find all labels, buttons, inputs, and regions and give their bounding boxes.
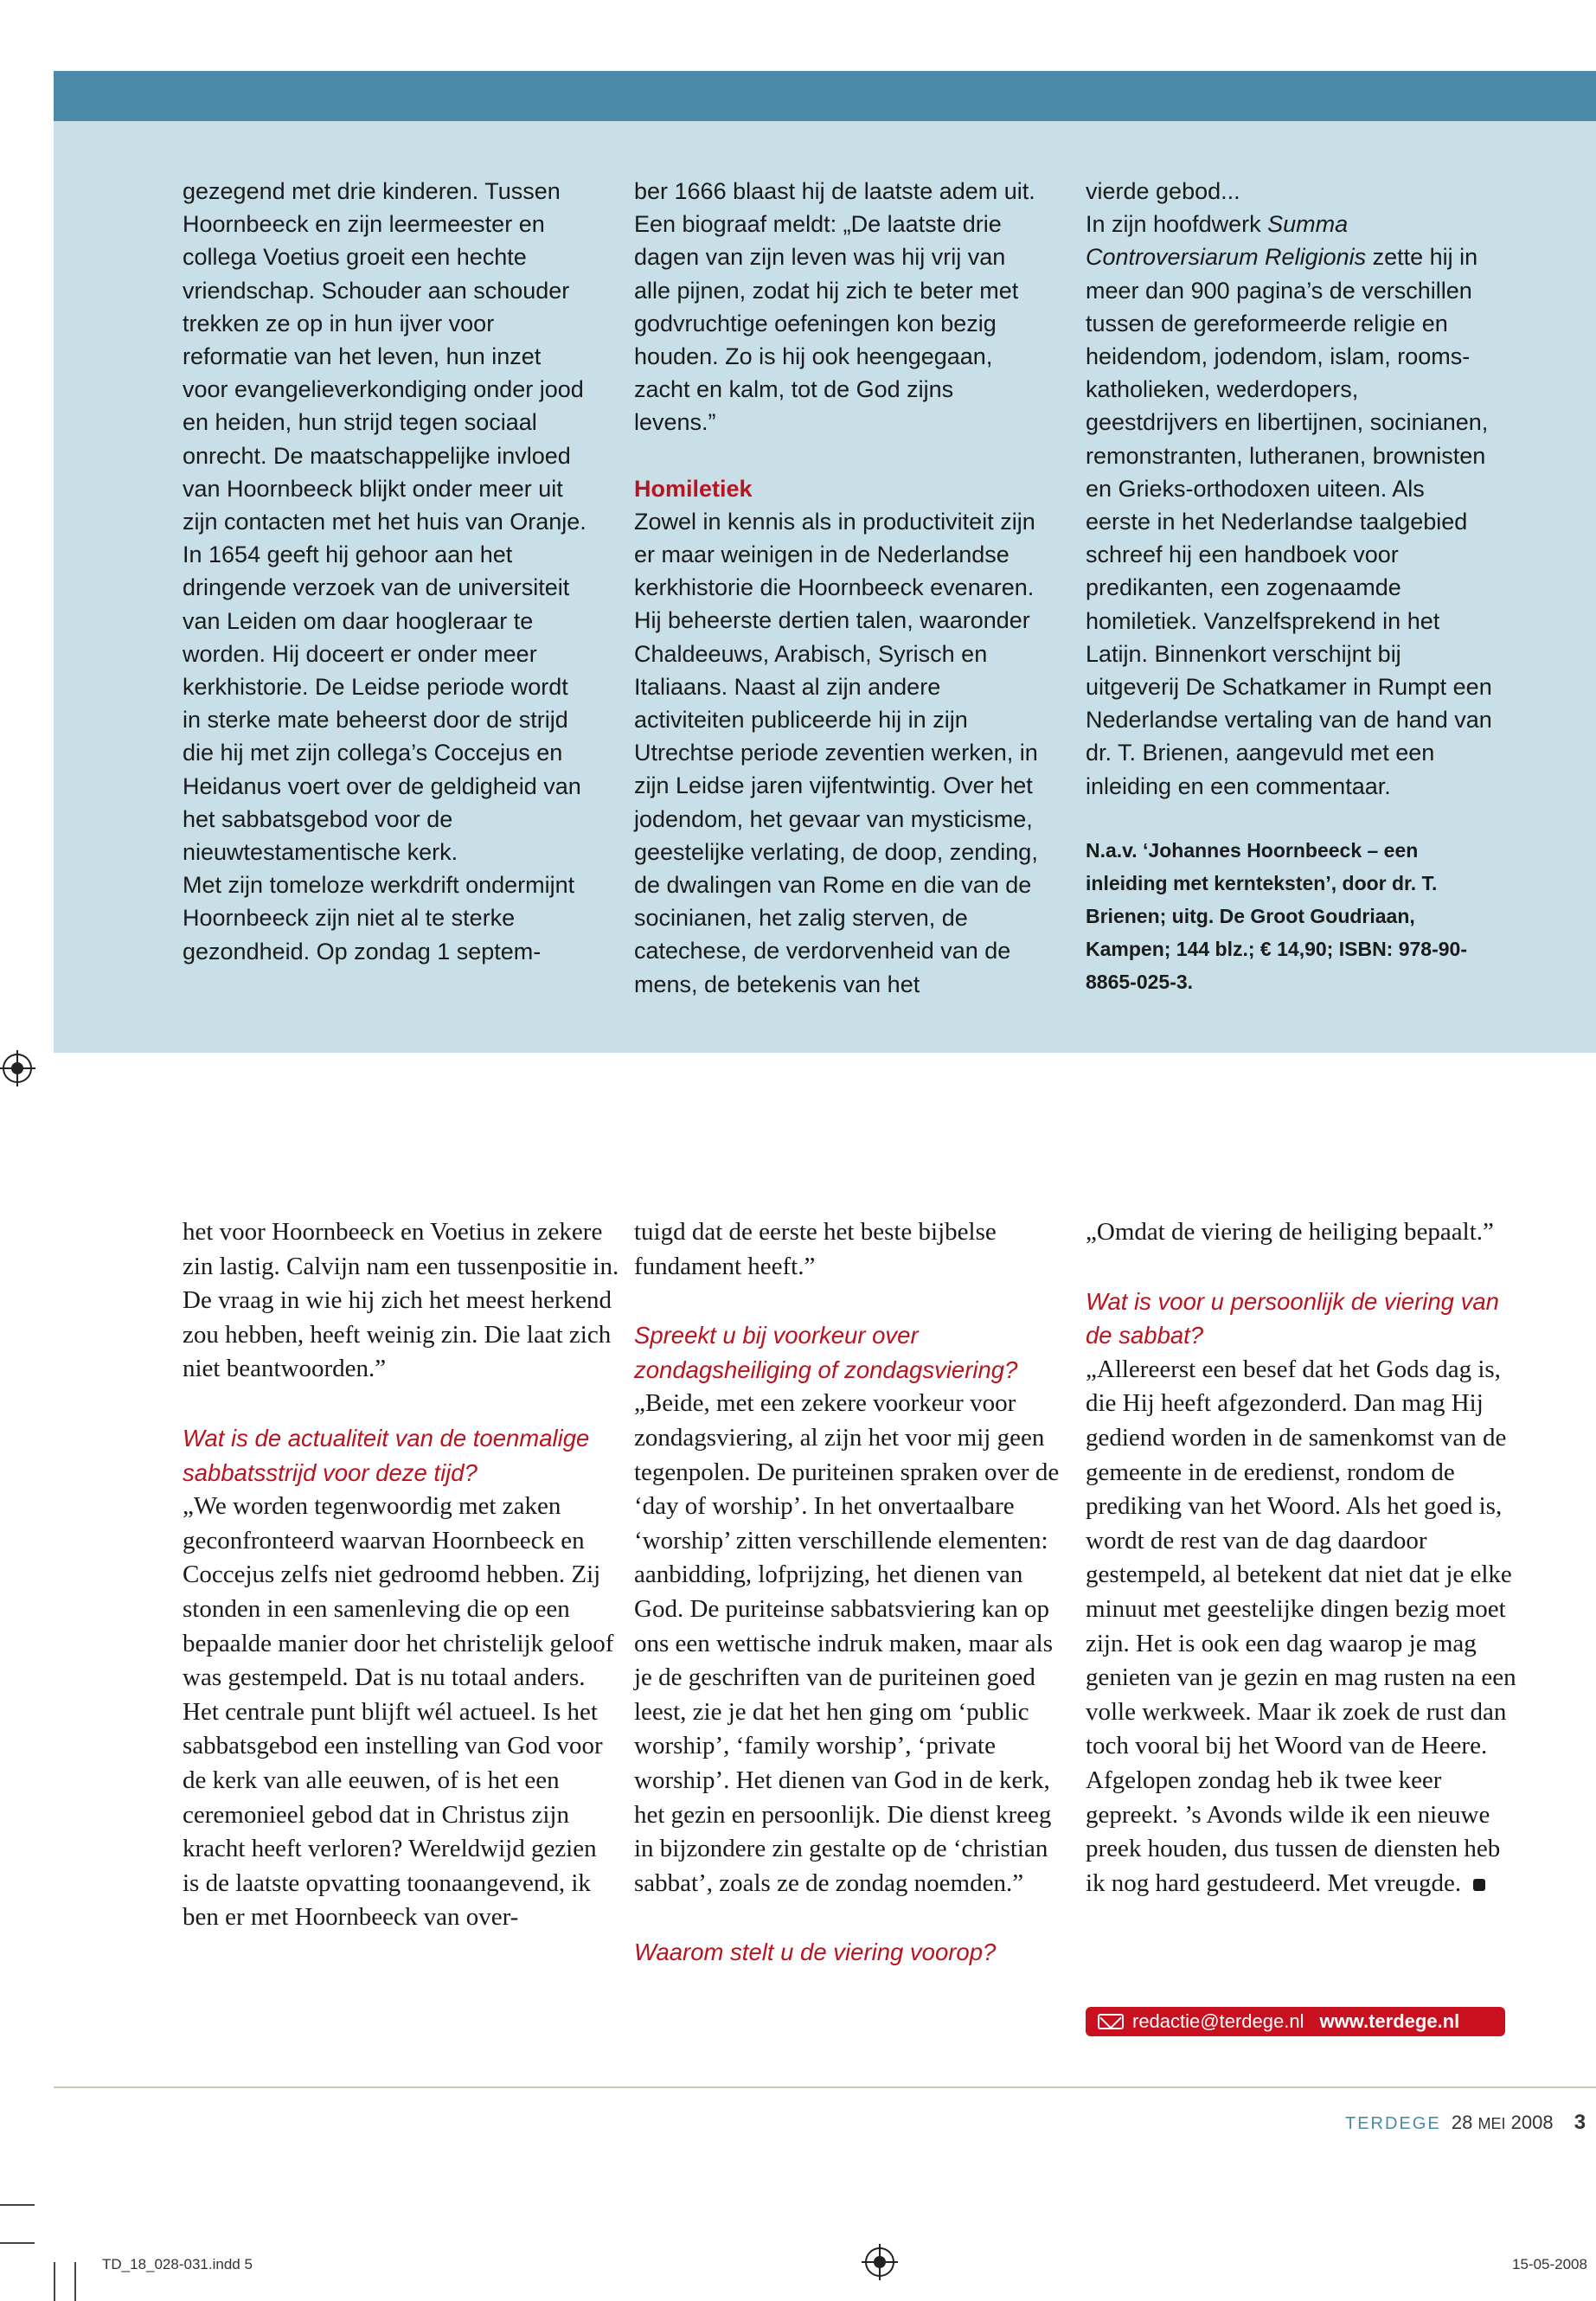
crop-mark bbox=[0, 2242, 35, 2244]
crop-mark bbox=[0, 2204, 35, 2206]
issue-month: MEI bbox=[1477, 2115, 1506, 2132]
footer-rule bbox=[54, 2086, 1596, 2088]
interview-question: Wat is de actualiteit van de toenmalige sabbatsstrijd voor deze tijd? bbox=[183, 1424, 590, 1486]
body-column-1 bbox=[183, 1215, 619, 1935]
contact-email-link[interactable]: redactie@terdege.nl bbox=[1132, 2010, 1304, 2032]
interview-question: Wat is voor u persoonlijk de viering van de sabbat? bbox=[1086, 1287, 1499, 1349]
body-paragraph: „Allereerst een besef dat het Gods dag is, die Hij heeft afgezonderd. Dan mag Hij gediend worden in de samenkomst van de gemeente in de eredienst, rondom de prediking van het Woord. Als het goed is, wordt de rest van de dag daardoor gestempeld, al betekent dat niet dat je elke minuut met geestelijke dingen bezig moet zijn. Het is ook een dag waarop je mag genieten van je gezin en mag rusten na een volle werkweek. Maar ik zoek de rust dan toch vooral bij het Woord van de Heere. Afgelopen zondag heb ik twee keer gepreekt. ’s Avonds wilde ik een nieuwe preek houden, dus tussen de diensten heb ik nog hard gestudeerd. Met vreugde. bbox=[1086, 1355, 1516, 1897]
sidebar-column-2 bbox=[634, 175, 1041, 1001]
registration-mark-icon bbox=[865, 2247, 894, 2277]
issue-year: 2008 bbox=[1510, 2112, 1554, 2133]
sidebar-paragraph: Zowel in kennis als in productiviteit zijn er maar weinigen in de Nederlandse kerkhistorie die Hoornbeeck evenaren. Hij beheerste dertien talen, waaronder Chaldeeuws, Arabisch, Syrisch en Italiaans. Naast al zijn andere activiteiten publiceerde hij in zijn Utrechtse periode zeventien werken, in zijn Leidse jaren vijfentwintig. Over het jodendom, het gevaar van mysticisme, geestelijke verlating, de doop, zending, de dwalingen van Rome en die van de socinianen, het zalig sterven, de catechese, de verdorvenheid van de mens, de betekenis van het bbox=[634, 508, 1038, 997]
interview-question: Waarom stelt u de viering voorop? bbox=[634, 1939, 997, 1966]
book-title: Summa Controversiarum Religionis bbox=[1086, 211, 1367, 271]
body-paragraph: „Beide, met een zekere voorkeur voor zondagsviering, al zijn het voor mij geen tegenpolen. De puriteinen spraken over de ‘day of worship’. In het onvertaalbare ‘worship’ zitten verschillende elementen: aanbidding, lofprijzing, het dienen van God. De puriteinse sabbatsviering kan op ons een wettische indruk maken, maar als je de geschriften van de puriteinen goed leest, zie je dat het hen ging om ‘public worship’, ‘family worship’, ‘private worship’. Het dienen van God in de kerk, het gezin en persoonlijk. Die dienst kreeg in bijzondere zin gestalte op de ‘christian sabbat’, zoals ze de zondag noemden.” bbox=[634, 1389, 1060, 1897]
sidebar-paragraph: gezegend met drie kinderen. Tussen Hoornbeeck en zijn leermeester en collega Voetius groeit een hechte vriendschap. Schouder aan schouder trekken ze op in hun ijver voor reformatie van het leven, hun inzet voor evangelieverkondiging onder jood en heiden, hun strijd tegen sociaal onrecht. De maatschappelijke invloed van Hoornbeeck blijkt onder meer uit zijn contacten met het huis van Oranje. bbox=[183, 178, 586, 535]
sidebar-paragraph: vierde gebod... bbox=[1086, 178, 1240, 204]
slug-filename: TD_18_028-031.indd 5 bbox=[102, 2256, 253, 2272]
registration-mark-icon bbox=[3, 1054, 32, 1083]
page-number: 3 bbox=[1574, 2111, 1586, 2134]
sidebar-paragraph: ber 1666 blaast hij de laatste adem uit. Een biograaf meldt: „De laatste drie dagen van zijn leven was hij vrij van alle pijnen, zodat hij zich te beter met godvruchtige oefeningen kon bezig houden. Zo is hij ook heengegaan, zacht en kalm, tot de God zijns levens.” bbox=[634, 178, 1035, 436]
sidebar-column-1 bbox=[183, 175, 589, 968]
body-paragraph: tuigd dat de eerste het beste bijbelse fundament heeft.” bbox=[634, 1218, 997, 1280]
sidebar-paragraph: In zijn hoofdwerk Summa Controversiarum Religionis zette hij in meer dan 900 pagina’s de verschillen tussen de gereformeerde religie en heidendom, jodendom, islam, rooms-katholieken, wederdopers, geestdrijvers en libertijnen, socinianen, remonstranten, lutheranen, brownisten en Grieks-orthodoxen uiteen. Als eerste in het Nederlandse taalgebied schreef hij een handboek voor predikanten, een zogenaamde homiletiek. Vanzelfsprekend in het Latijn. Binnenkort verschijnt bij uitgeverij De Schatkamer in Rumpt een Nederlandse vertaling van de hand van dr. T. Brienen, aangevuld met een inleiding en een commentaar. bbox=[1086, 211, 1492, 799]
body-paragraph: „We worden tegenwoordig met zaken geconfronteerd waarvan Hoornbeeck en Coccejus zelfs niet gedroomd hebben. Zij stonden in een samenleving die op een bepaalde manier door het christelijk geloof was gestempeld. Dat is nu totaal anders. Het centrale punt blijft wél actueel. Is het sabbatsgebod een instelling van God voor de kerk van alle eeuwen, of is het een ceremonieel gebod dat in Christus zijn kracht heeft verloren? Wereldwijd gezien is de laatste opvatting toonaangevend, ik ben er met Hoornbeeck van over- bbox=[183, 1492, 614, 1932]
end-mark-icon bbox=[1473, 1879, 1485, 1891]
website-link[interactable]: www.terdege.nl bbox=[1319, 2010, 1460, 2032]
interview-question: Spreekt u bij voorkeur over zondagsheiliging of zondagsviering? bbox=[634, 1322, 1018, 1383]
body-paragraph: „Omdat de viering de heiliging bepaalt.” bbox=[1086, 1218, 1494, 1246]
sidebar-paragraph: Met zijn tomeloze werkdrift ondermijnt Hoornbeeck zijn niet al te sterke gezondheid. Op zondag 1 septem- bbox=[183, 872, 575, 965]
magazine-name: TERDEGE bbox=[1345, 2114, 1441, 2133]
crop-mark bbox=[54, 2262, 55, 2301]
issue-day: 28 bbox=[1451, 2112, 1473, 2133]
body-column-3 bbox=[1086, 1215, 1522, 1900]
page-folio bbox=[1345, 2111, 1586, 2135]
envelope-icon bbox=[1098, 2014, 1124, 2029]
contact-strip bbox=[1086, 2007, 1505, 2036]
sidebar-paragraph: In 1654 geeft hij gehoor aan het dringende verzoek van de universiteit van Leiden om daar hoogleraar te worden. Hij doceert er onder meer kerkhistorie. De Leidse periode wordt in sterke mate beheerst door de strijd die hij met zijn collega’s Coccejus en Heidanus voert over de geldigheid van het sabbatsgebod voor de nieuwtestamentische kerk. bbox=[183, 542, 581, 866]
sidebar-subheading: Homiletiek bbox=[634, 475, 753, 502]
sidebar-column-3 bbox=[1086, 175, 1492, 998]
book-credits: N.a.v. ‘Johannes Hoornbeeck – een inleiding met kernteksten’, door dr. T. Brienen; uitg. De Groot Goudriaan, Kampen; 144 blz.; € 14,90; ISBN: 978-90-8865-025-3. bbox=[1086, 838, 1467, 993]
crop-mark bbox=[74, 2262, 76, 2301]
slug-date: 15-05-2008 bbox=[1512, 2256, 1587, 2272]
body-column-2 bbox=[634, 1215, 1071, 1970]
body-paragraph: het voor Hoornbeeck en Voetius in zekere zin lastig. Calvijn nam een tussenpositie in. De vraag in wie hij zich het meest herkend zou hebben, heeft weinig zin. Die laat zich niet beantwoorden.” bbox=[183, 1218, 619, 1383]
header-color-bar bbox=[54, 71, 1596, 121]
